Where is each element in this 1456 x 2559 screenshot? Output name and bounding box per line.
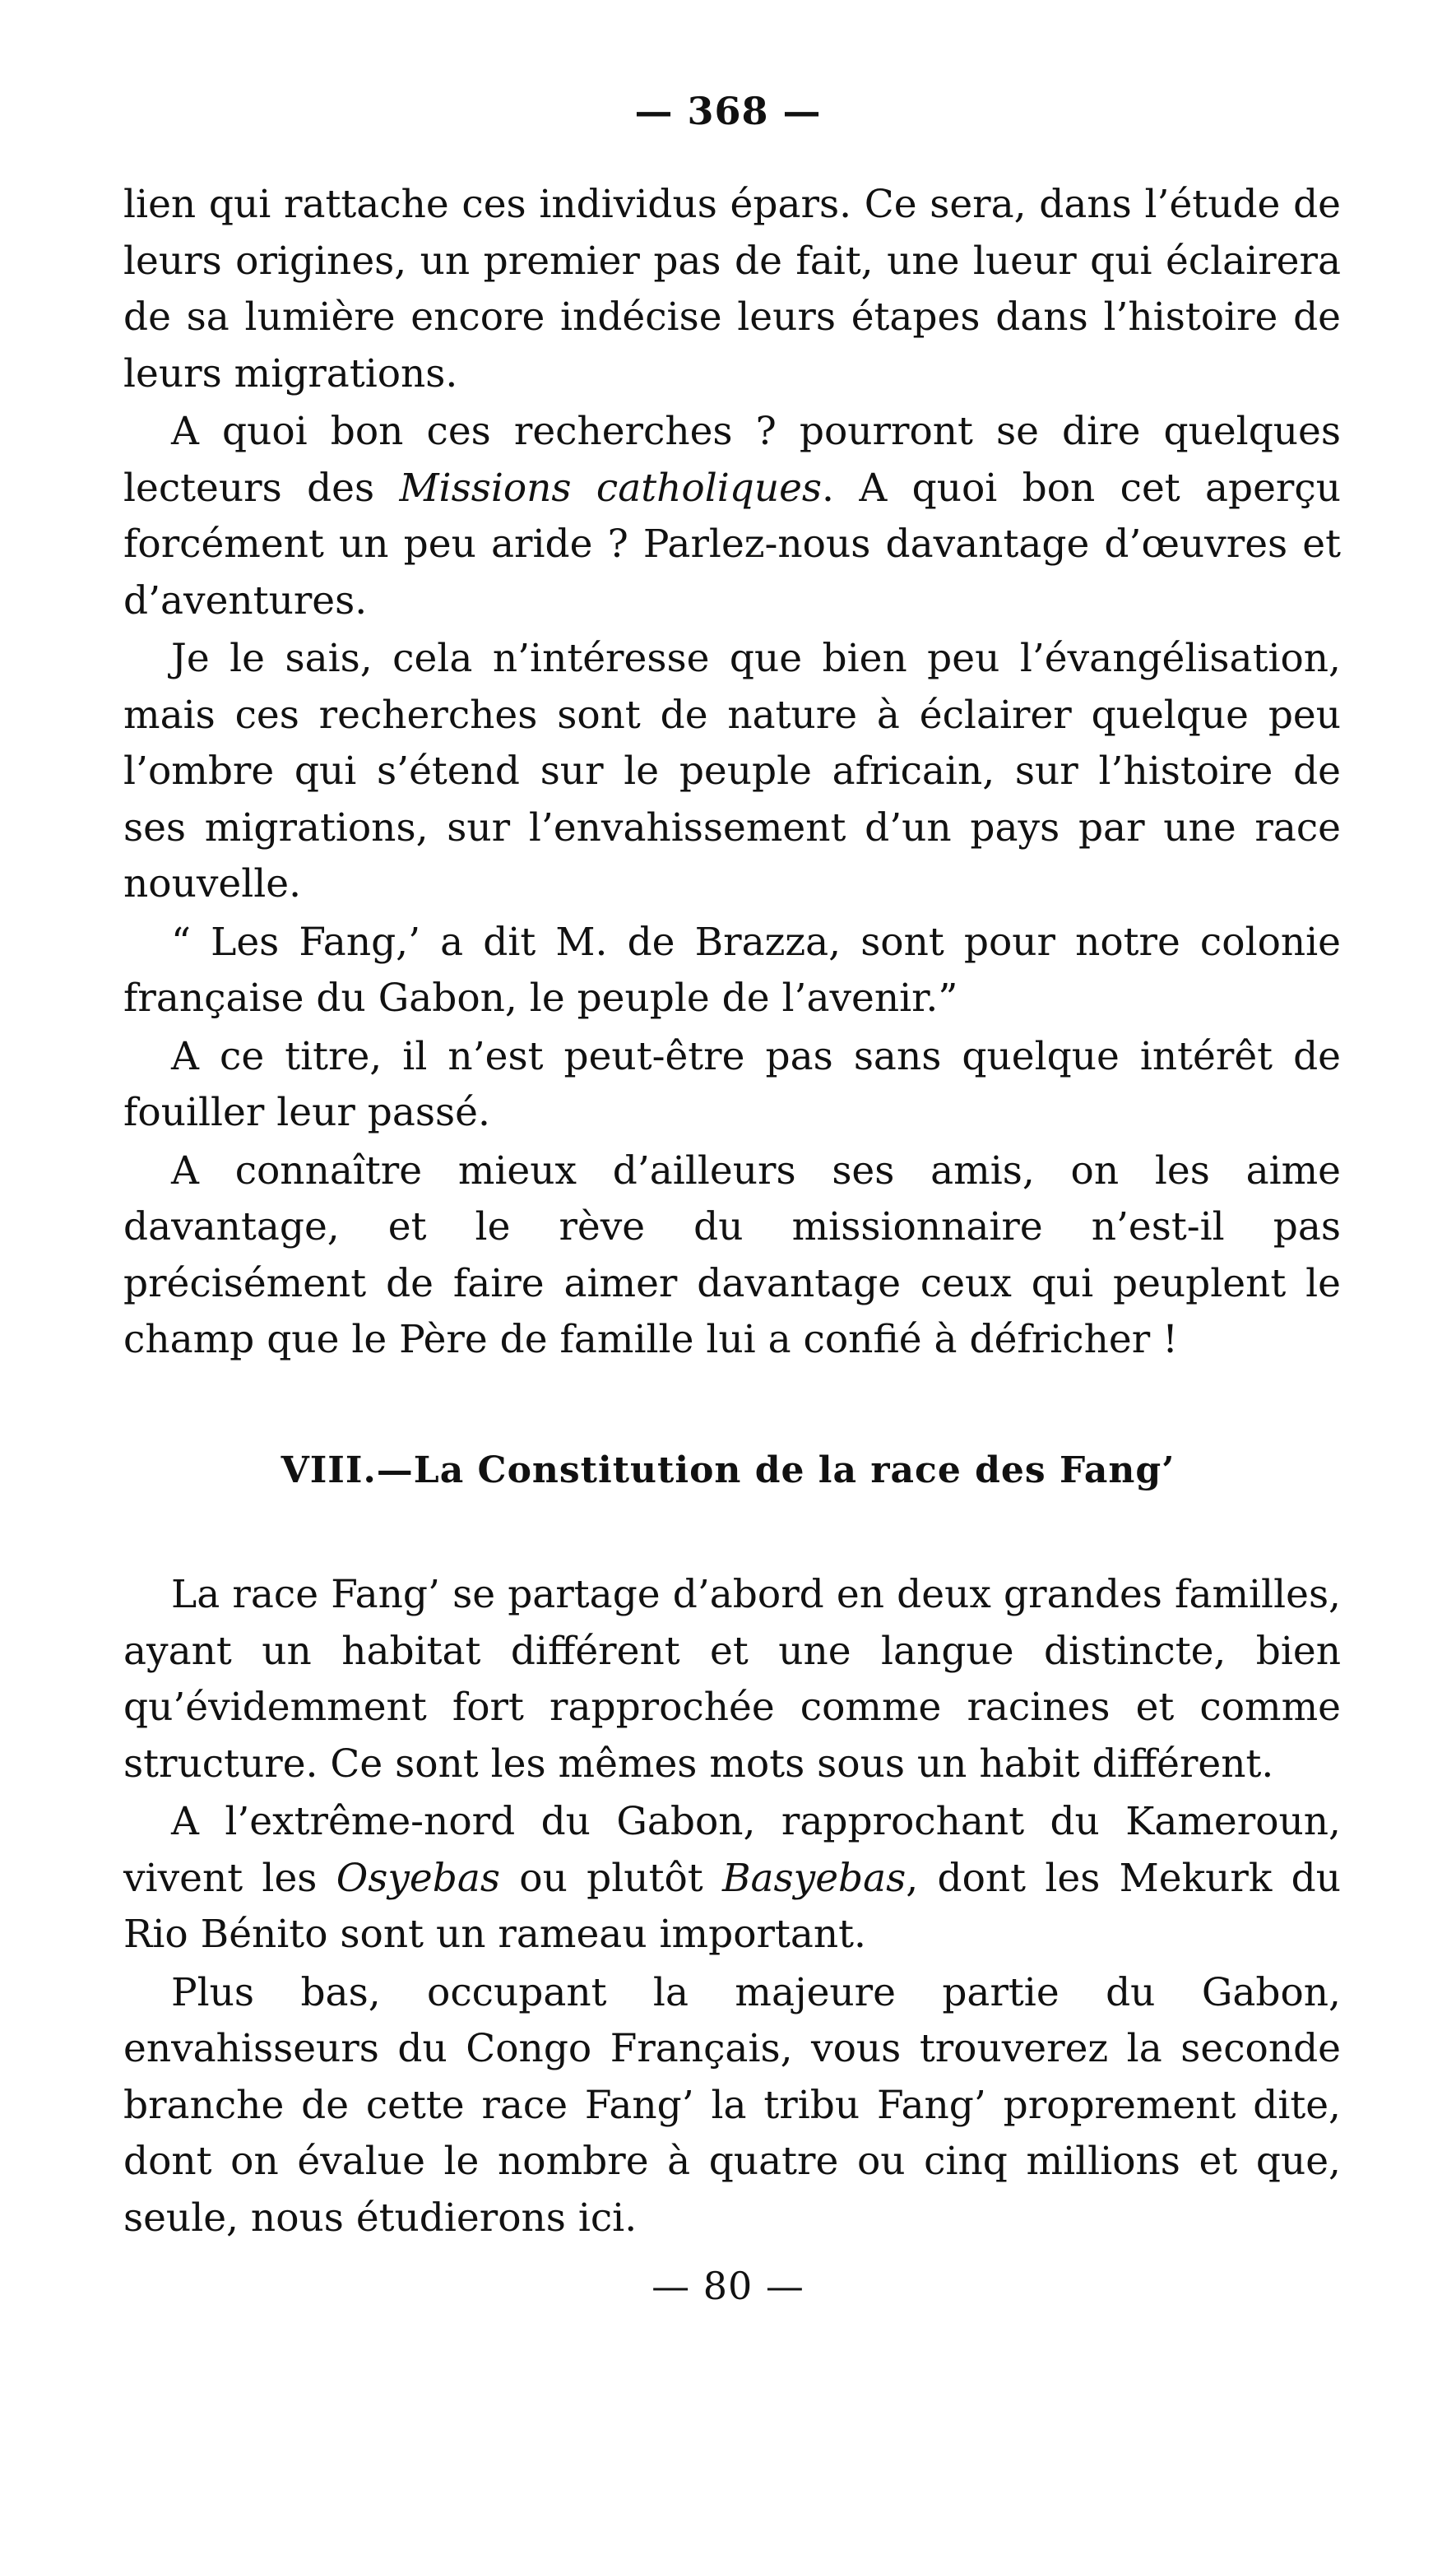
text-run: A connaître mieux d’ailleurs ses amis, on les aime davantage, et le rève du missionnaire n’est-il pas précisément de faire aimer davantage ceux qui peuplent le champ que le Père de famille lui a confié à défricher !	[123, 1147, 1341, 1362]
paragraph-5	[123, 1143, 1341, 1369]
paragraph-3	[123, 915, 1341, 1027]
text-run: Plus bas, occupant la majeure partie du Gabon, envahisseurs du Congo Français, vous trouverez la seconde branche de cette race Fang’ la tribu Fang’ proprement dite, dont on évalue le nombre à quatre ou cinq millions et que, seule, nous étudierons ici.	[123, 1969, 1341, 2241]
paragraph-6	[123, 1567, 1341, 1792]
text-run: lien qui rattache ces individus épars. Ce sera, dans l’étude de leurs origines, un premier pas de fait, une lueur qui éclairera de sa lumière encore indécise leurs étapes dans l’histoire de leurs migrations.	[123, 182, 1341, 396]
paragraph-7	[123, 1794, 1341, 1963]
text-run: A quoi bon ces recherches ? pourront se dire quelques lecteurs des	[123, 409, 1341, 511]
section-heading: VIII.—La Constitution de la race des Fang’	[281, 1449, 1175, 1491]
text-run: Je le sais, cela n’intéresse que bien peu l’évangélisation, mais ces recherches sont de nature à éclairer quelque peu l’ombre qui s’étend sur le peuple africain, sur l’histoire de ses migrations, sur l’envahissement d’un pays par une race nouvelle.	[123, 636, 1341, 906]
text-run: , dont les Mekurk du Rio Bénito sont un rameau important.	[123, 1855, 1341, 1957]
text-run: ou plutôt	[499, 1855, 722, 1901]
body-text-before	[123, 177, 1341, 1369]
italic-text: Basyebas	[721, 1855, 907, 1901]
text-run: La race Fang’ se partage d’abord en deux grandes familles, ayant un habitat différent et une langue distincte, bien qu’évidemment fort rapprochée comme racines et comme structure. Ce sont les mêmes mots sous un habit différent.	[123, 1572, 1341, 1787]
paragraph-1	[123, 404, 1341, 629]
page-number-bottom: — 80 —	[651, 2264, 805, 2308]
text-run: A l’extrême-nord du Gabon, rapprochant du Kameroun, vivent les	[123, 1799, 1341, 1901]
text-run: . A quoi bon cet aperçu forcément un peu aride ? Parlez-nous davantage d’œuvres et d’aventures.	[123, 465, 1341, 624]
paragraph-4	[123, 1029, 1341, 1142]
paragraph-8	[123, 1965, 1341, 2247]
paragraph-2	[123, 631, 1341, 913]
text-run: “ Les Fang,’ a dit M. de Brazza, sont pour notre colonie française du Gabon, le peuple de l’avenir.”	[123, 919, 1341, 1021]
italic-text: Missions catholiques	[399, 465, 823, 511]
body-text-after	[123, 1567, 1341, 2246]
page-number-top: — 368 —	[634, 89, 822, 133]
text-run: A ce titre, il n’est peut-être pas sans quelque intérêt de fouiller leur passé.	[123, 1033, 1341, 1135]
paragraph-0	[123, 177, 1341, 402]
italic-text: Osyebas	[336, 1855, 500, 1901]
